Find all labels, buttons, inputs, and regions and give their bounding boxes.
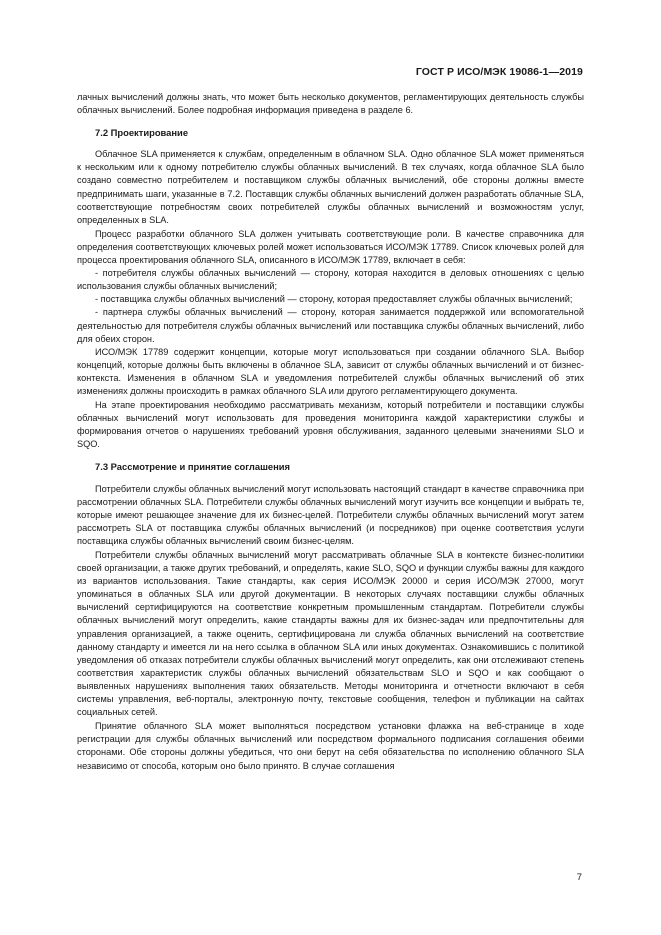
paragraph: Процесс разработки облачного SLA должен учитывать соответствующие роли. В качестве справочника для определения соответствующих ключевых ролей может использоваться ИСО/МЭК 17789. Список ключевых ролей для процесса проектирования облачного SLA, описанного в ИСО/МЭК 17789, включает в себя: (77, 228, 584, 266)
paragraph: Потребители службы облачных вычислений могут использовать настоящий стандарт в качестве справочника при рассмотрении облачных SLA. Потребители службы облачных вычислений могут изучить все концепции и выбрать те, которые имеют решающее значение для их бизнес-целей. Потребители службы облачных вычислений могут затем рассмотреть SLA от поставщика службы облачных вычислений (и посредников) при оценке соответствия услуги поставщика службы облачных вычислений своим бизнес-целям. (77, 483, 584, 546)
paragraph: Облачное SLA применяется к службам, определенным в облачном SLA. Одно облачное SLA может применяться к нескольким или к одному потребителю службы облачных вычислений. В тех случаях, когда облачное SLA было создано совместно потребителем и поставщиком службы облачных вычислений, обе стороны должны вместе предпринимать шаги, указанные в 7.2. Поставщик службы облачных вычислений должен разработать облачные SLA, соответствующие потребностям своих потребителей службы облачных вычислений и возможностям услуг, определенных в SLA. (77, 149, 584, 225)
roles-list (77, 267, 584, 346)
section-7-2-heading: 7.2 Проектирование (95, 127, 189, 139)
document-body (77, 91, 584, 773)
document-header: ГОСТ Р ИСО/МЭК 19086-1—2019 (415, 66, 583, 78)
intro-paragraph: лачных вычислений должны знать, что может быть несколько документов, регламентирующих деятельность службы облачных вычислений. Более подробная информация приведена в разделе 6. (77, 92, 584, 116)
paragraph: ИСО/МЭК 17789 содержит концепции, которые могут использоваться при создании облачного SLA. Выбор концепций, которые должны быть включены в облачное SLA, зависит от службы облачных вычислений и от бизнес-контекста. Изменения в облачном SLA и уведомления потребителей службы облачных вычислений об этих изменениях должны происходить в рамках облачного SLA или другого регламентирующего документа. (77, 346, 584, 396)
list-item: - партнера службы облачных вычислений — сторону, которая занимается поддержкой или вспомогательной деятельностью для потребителя службы облачных вычислений или поставщика службы облачных вычислений, либо для обеих сторон. (77, 306, 584, 345)
list-item: - поставщика службы облачных вычислений — сторону, которая предоставляет службы облачных вычислений; (77, 293, 584, 306)
section-7-3-heading: 7.3 Рассмотрение и принятие соглашения (95, 461, 291, 473)
page-number: 7 (576, 872, 582, 883)
paragraph: На этапе проектирования необходимо рассматривать механизм, который потребители и поставщики службы облачных вычислений могут использовать для проведения мониторинга каждой характеристики службы и формирования отчетов о нарушениях требований уровня обслуживания, заданного целевыми значениями SLO и SQO. (77, 400, 584, 450)
paragraph: Потребители службы облачных вычислений могут рассматривать облачные SLA в контексте бизнес-политики своей организации, а также других требований, и определять, какие SLO, SQO и функции службы важны для каждого из вариантов использования. Такие стандарты, как серия ИСО/МЭК 20000 и серия ИСО/МЭК 27000, могут упоминаться в облачных SLA или другой документации. В некоторых случаях поставщики службы облачных вычислений сертифицируются на соответствие конкретным промышленным стандартам. Потребители службы облачных вычислений могут определить, какие стандарты важны для их бизнес-задач или предпочтительны для управления организацией, а также оценить, сертифицирована ли служба облачных вычислений на соответствие данному стандарту и имеется ли на него ссылка в облачном SLA или иных документах. Ознакомившись с политикой уведомления об отказах потребители службы облачных вычислений могут определить, как они отслеживают степень соответствия характеристик службы облачных вычислений обязательствам SLO и SQO и как сообщают о выявленных нарушениях выполнения таких обязательств. Методы мониторинга и отчетности включают в себя системы управления, веб-порталы, электронную почту, текстовые сообщения, телефон и публикации на сайтах социальных сетей. (77, 550, 584, 718)
list-item: - потребителя службы облачных вычислений — сторону, которая находится в деловых отношениях с целью использования службы облачных вычислений; (77, 267, 584, 293)
paragraph: Принятие облачного SLA может выполняться посредством установки флажка на веб-странице в ходе регистрации для службы облачных вычислений или посредством формального подписания соглашения обеими сторонами. Обе стороны должны убедиться, что они берут на себя обязательства по исполнению облачного SLA независимо от способа, которым оно было принято. В случае соглашения (77, 721, 584, 771)
